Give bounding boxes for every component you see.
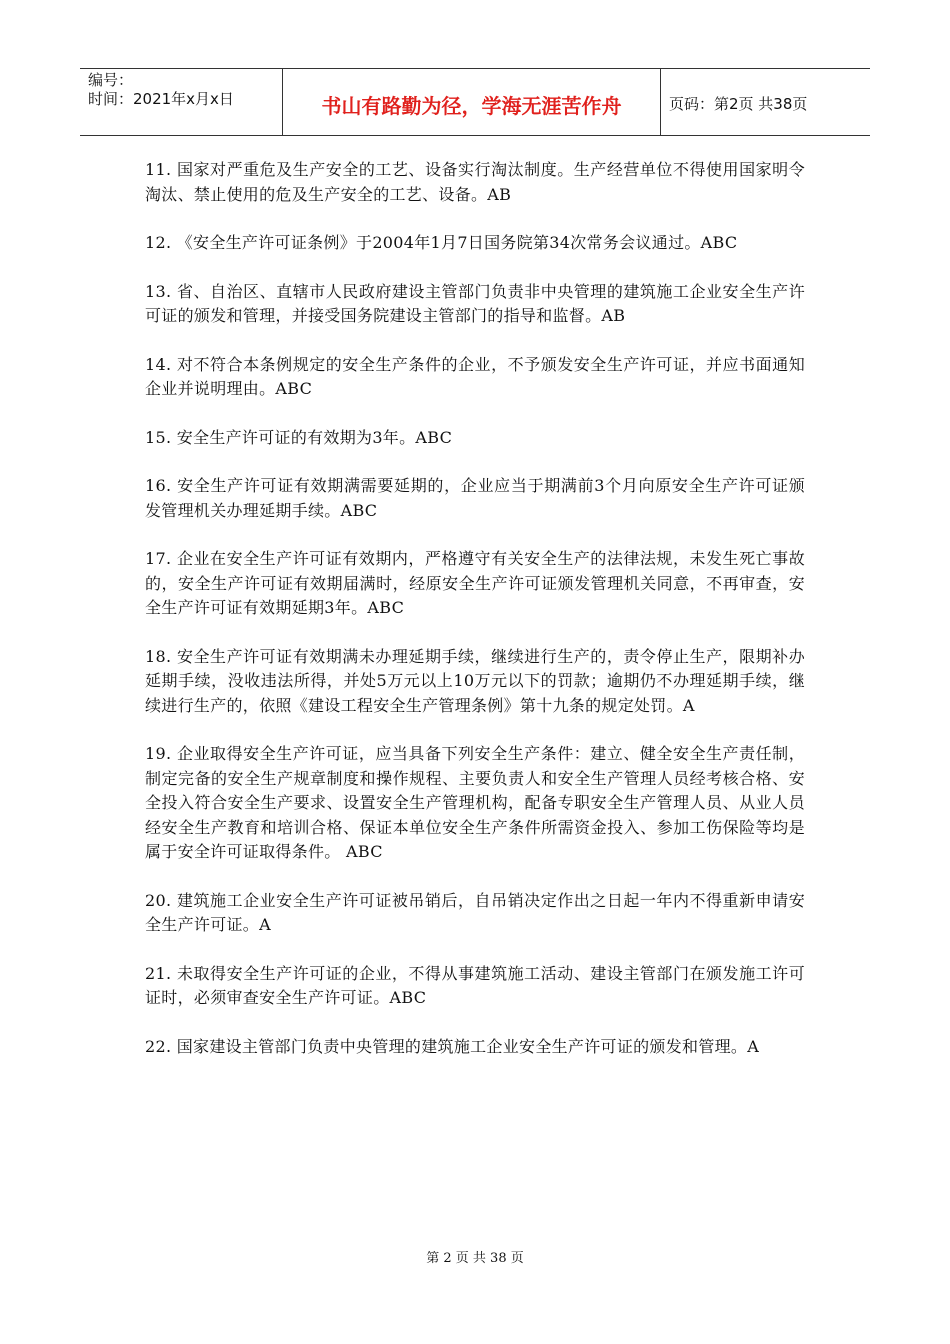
question-item-16: 16. 安全生产许可证有效期满需要延期的，企业应当于期满前3个月向原安全生产许可证颁发管理机关办理延期手续。ABC [145, 476, 805, 520]
question-item-22: 22. 国家建设主管部门负责中央管理的建筑施工企业安全生产许可证的颁发和管理。A [145, 1036, 760, 1056]
question-item-15: 15. 安全生产许可证的有效期为3年。ABC [145, 427, 453, 447]
document-date: 时间：2021年x月x日 [88, 90, 234, 108]
document-body [145, 158, 805, 1083]
question-item-20: 20. 建筑施工企业安全生产许可证被吊销后，自吊销决定作出之日起一年内不得重新申请安全生产许可证。A [145, 890, 805, 934]
question-item-14: 14. 对不符合本条例规定的安全生产条件的企业，不予颁发安全生产许可证，并应书面通知企业并说明理由。ABC [145, 354, 805, 398]
page-footer: 第 2 页 共 38 页 [426, 1251, 524, 1266]
question-item-11: 11. 国家对严重危及生产安全的工艺、设备实行淘汰制度。生产经营单位不得使用国家明令淘汰、禁止使用的危及生产安全的工艺、设备。AB [145, 160, 805, 204]
question-item-18: 18. 安全生产许可证有效期满未办理延期手续，继续进行生产的，责令停止生产，限期补办延期手续，没收违法所得，并处5万元以上10万元以下的罚款；逾期仍不办理延期手续，继续进行生产的，依照《建设工程安全生产管理条例》第十九条的规定处罚。A [145, 646, 805, 715]
page-header [80, 68, 870, 136]
question-item-19: 19. 企业取得安全生产许可证，应当具备下列安全生产条件：建立、健全安全生产责任制，制定完备的安全生产规章制度和操作规程、主要负责人和安全生产管理人员经考核合格、安全投入符合安全生产要求、设置安全生产管理机构，配备专职安全生产管理人员、从业人员经安全生产教育和培训合格、保证本单位安全生产条件所需资金投入、参加工伤保险等均是属于安全许可证取得条件。 ABC [145, 744, 805, 861]
question-item-13: 13. 省、自治区、直辖市人民政府建设主管部门负责非中央管理的建筑施工企业安全生产许可证的颁发和管理，并接受国务院建设主管部门的指导和监督。AB [145, 281, 805, 325]
question-item-21: 21. 未取得安全生产许可证的企业，不得从事建筑施工活动、建设主管部门在颁发施工许可证时，必须审查安全生产许可证。ABC [145, 963, 805, 1007]
document-number-label: 编号： [88, 71, 134, 89]
question-item-17: 17. 企业在安全生产许可证有效期内，严格遵守有关安全生产的法律法规，未发生死亡事故的，安全生产许可证有效期届满时，经原安全生产许可证颁发管理机关同意，不再审查，安全生产许可证有效期延期3年。ABC [145, 549, 805, 617]
header-meta [80, 69, 283, 135]
question-item-12: 12. 《安全生产许可证条例》于2004年1月7日国务院第34次常务会议通过。ABC [145, 233, 738, 252]
header-motto: 书山有路勤为径，学海无涯苦作舟 [283, 69, 661, 135]
header-page-info: 页码：第2页 共38页 [669, 94, 808, 113]
